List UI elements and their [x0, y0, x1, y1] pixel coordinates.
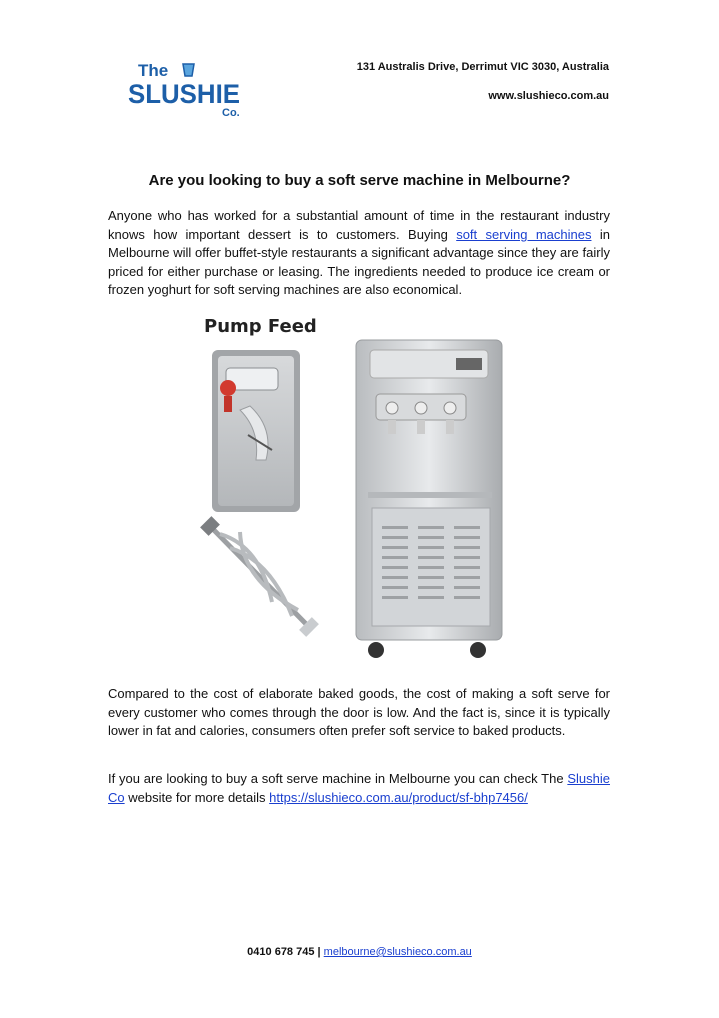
footer-phone: 0410 678 745 — [247, 946, 315, 958]
logo-slushie: SLUSHIE — [128, 79, 240, 109]
intro-text-after: in Melbourne will offer buffet-style restaurants a significant advantage since they are fairly priced for either purchase or leasing. The ingredients needed to produce ice cream or frozen yoghurt for soft serving machines are also economical. — [108, 226, 610, 297]
cost-paragraph: Compared to the cost of elaborate baked goods, the cost of making a soft serve for every customer who comes through the door is low. And the fact is, since it is typically lower in fat and calories, consumers often prefer soft service to baked products. — [108, 686, 610, 738]
company-logo — [128, 56, 248, 120]
pump-feed-label: Pump Feed — [204, 316, 317, 337]
contact-text-middle: website for more details — [124, 789, 270, 805]
contact-paragraph — [108, 770, 610, 807]
intro-paragraph — [108, 207, 610, 300]
soft-serving-machines-link[interactable]: soft serving machines — [456, 226, 592, 242]
footer-email-link[interactable]: melbourne@slushieco.com.au — [323, 946, 472, 958]
product-url-link[interactable]: https://slushieco.com.au/product/sf-bhp7456/ — [269, 789, 528, 805]
intro-text-before: Anyone who has worked for a substantial amount of time in the restaurant industry knows how important dessert is to customers. Buying — [108, 208, 610, 242]
page-title: Are you looking to buy a soft serve machine in Melbourne? — [148, 172, 571, 189]
product-image — [200, 310, 520, 670]
footer — [0, 946, 719, 958]
contact-text-before: If you are looking to buy a soft serve machine in Melbourne you can check The — [108, 771, 568, 786]
header-address: 131 Australis Drive, Derrimut VIC 3030, Australia — [356, 61, 609, 73]
pump-tray — [212, 350, 300, 512]
soft-serve-machine — [356, 340, 502, 658]
beater-part — [200, 516, 319, 637]
header-website: www.slushieco.com.au — [488, 90, 609, 102]
logo-the: The — [138, 61, 169, 80]
footer-separator: | — [317, 946, 321, 958]
slushie-co-link[interactable]: Slushie Co — [108, 771, 610, 805]
logo-co: Co. — [222, 107, 240, 119]
